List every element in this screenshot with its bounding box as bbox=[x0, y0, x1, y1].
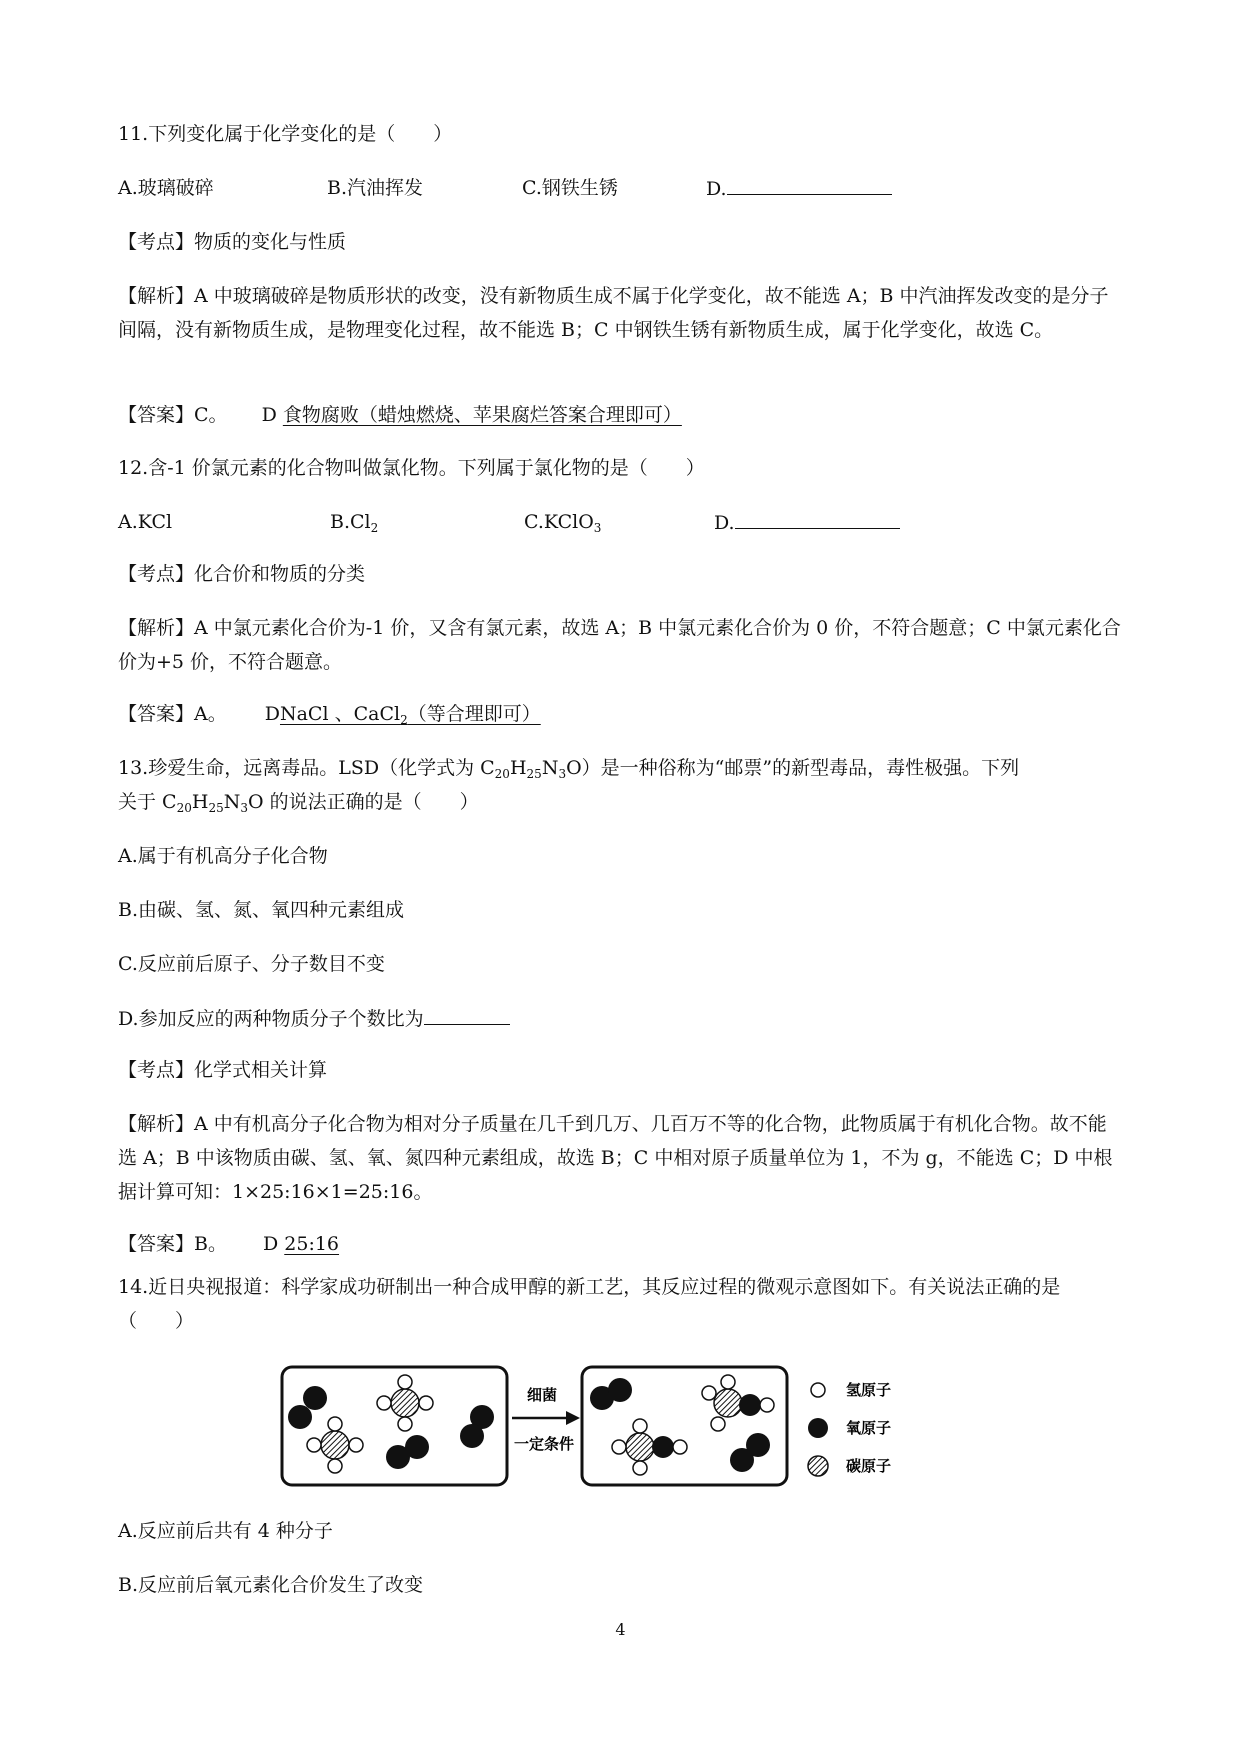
q12-jiexi: 【解析】A 中氯元素化合价为-1 价，又含有氯元素，故选 A；B 中氯元素化合价为 0 价，不符合题意；C 中氯元素化合价为+5 价，不符合题意。 bbox=[118, 617, 1121, 673]
q12-option-b: $B.Cl_2$ bbox=[330, 511, 379, 535]
q13-stem-line1: 13.珍爱生命，远离毒品。LSD（化学式为 $C_{20}H_{25}N_3O$）是一种俗称为“邮票”的新型毒品，毒性极强。下列 bbox=[118, 757, 1020, 781]
oxygen-atom bbox=[288, 1405, 312, 1429]
answer-blank bbox=[727, 176, 892, 195]
q13-answer: 【答案】B。 D 25:16 bbox=[118, 1233, 340, 1255]
oxygen-atom bbox=[303, 1386, 327, 1410]
legend-hydrogen-icon bbox=[811, 1383, 825, 1397]
arrow-label-bottom: 一定条件 bbox=[513, 1435, 575, 1453]
hydrogen-atom bbox=[711, 1417, 725, 1431]
q13-jiexi: 【解析】A 中有机高分子化合物为相对分子质量在几千到几万、几百万不等的化合物，此物质属于有机化合物。故不能选 A；B 中该物质由碳、氢、氧、氮四种元素组成，故选 B；C 中相对原子质量单位为 1，不为 g，不能选 C；D 中根据计算可知：1×25:16×1=25:16。 bbox=[118, 1113, 1113, 1203]
legend-oxygen-label: 氧原子 bbox=[846, 1419, 892, 1437]
hydrogen-atom bbox=[328, 1459, 342, 1473]
q12-stem: 12.含-1 价氯元素的化合物叫做氯化物。下列属于氯化物的是（ ） bbox=[118, 457, 705, 479]
carbon-atom bbox=[321, 1431, 349, 1459]
legend-carbon-icon bbox=[808, 1456, 828, 1476]
hydrogen-atom bbox=[307, 1438, 321, 1452]
hydrogen-atom bbox=[721, 1375, 735, 1389]
legend-oxygen-icon bbox=[808, 1418, 828, 1438]
answer-blank bbox=[735, 510, 900, 529]
q13-option-d: D.参加反应的两种物质分子个数比为 bbox=[118, 1006, 510, 1031]
q13-option-c: C.反应前后原子、分子数目不变 bbox=[118, 953, 385, 975]
oxygen-atom bbox=[608, 1378, 632, 1402]
carbon-atom bbox=[714, 1389, 742, 1417]
hydrogen-atom bbox=[419, 1396, 433, 1410]
hydrogen-atom bbox=[398, 1417, 412, 1431]
oxygen-atom bbox=[739, 1394, 761, 1416]
q11-jiexi: 【解析】A 中玻璃破碎是物质形状的改变，没有新物质生成不属于化学变化，故不能选 A；B 中汽油挥发改变的是分子间隔，没有新物质生成，是物理变化过程，故不能选 B；C 中钢铁生锈有新物质生成，属于化学变化，故选 C。 bbox=[118, 285, 1109, 341]
carbon-atom bbox=[626, 1433, 654, 1461]
q12-option-a: A.KCl bbox=[118, 511, 173, 533]
q13-option-b: B.由碳、氢、氮、氧四种元素组成 bbox=[118, 899, 405, 921]
oxygen-atom bbox=[460, 1424, 484, 1448]
oxygen-atom bbox=[405, 1435, 429, 1459]
q11-answer: 【答案】C。 D 食物腐败（蜡烛燃烧、苹果腐烂答案合理即可） bbox=[118, 404, 682, 426]
q12-answer: 【答案】A。 DNaCl 、CaCl$_2$（等合理即可） bbox=[118, 703, 541, 727]
page-number: 4 bbox=[615, 1620, 626, 1639]
hydrogen-atom bbox=[633, 1461, 647, 1475]
reaction-diagram bbox=[280, 1365, 980, 1490]
q11-option-a: A.玻璃破碎 bbox=[118, 177, 214, 199]
q11-kaodian: 【考点】物质的变化与性质 bbox=[118, 231, 347, 253]
q14-option-a: A.反应前后共有 4 种分子 bbox=[118, 1520, 333, 1542]
q11-option-d: D. bbox=[706, 176, 892, 201]
q12-kaodian: 【考点】化合价和物质的分类 bbox=[118, 563, 366, 585]
hydrogen-atom bbox=[398, 1375, 412, 1389]
q11-option-b: B.汽油挥发 bbox=[327, 177, 424, 199]
legend-carbon-label: 碳原子 bbox=[846, 1457, 892, 1475]
q12-option-c: C.KClO$_3$ bbox=[524, 511, 602, 535]
hydrogen-atom bbox=[328, 1417, 342, 1431]
hydrogen-atom bbox=[702, 1386, 716, 1400]
q14-option-b: B.反应前后氧元素化合价发生了改变 bbox=[118, 1574, 424, 1596]
q11-stem: 11.下列变化属于化学变化的是（ ） bbox=[118, 123, 453, 145]
hydrogen-atom bbox=[349, 1438, 363, 1452]
q14-stem: 14.近日央视报道：科学家成功研制出一种合成甲醇的新工艺，其反应过程的微观示意图如下。有关说法正确的是（ ） bbox=[118, 1276, 1061, 1332]
q12-option-d: D. bbox=[714, 510, 900, 535]
arrow-label-top: 细菌 bbox=[526, 1386, 558, 1404]
hydrogen-atom bbox=[612, 1440, 626, 1454]
legend-hydrogen-label: 氢原子 bbox=[846, 1381, 892, 1399]
q11-option-c: C.钢铁生锈 bbox=[522, 177, 618, 199]
hydrogen-atom bbox=[377, 1396, 391, 1410]
hydrogen-atom bbox=[760, 1398, 774, 1412]
reaction-arrow-head bbox=[566, 1411, 580, 1425]
q13-stem-line2: 关于 $C_{20}H_{25}N_3O$ 的说法正确的是（ ） bbox=[118, 791, 479, 815]
oxygen-atom bbox=[730, 1448, 754, 1472]
answer-blank bbox=[424, 1006, 510, 1025]
q13-option-a: A.属于有机高分子化合物 bbox=[118, 845, 328, 867]
hydrogen-atom bbox=[633, 1419, 647, 1433]
oxygen-atom bbox=[652, 1436, 674, 1458]
q13-kaodian: 【考点】化学式相关计算 bbox=[118, 1059, 328, 1081]
hydrogen-atom bbox=[673, 1440, 687, 1454]
carbon-atom bbox=[391, 1389, 419, 1417]
